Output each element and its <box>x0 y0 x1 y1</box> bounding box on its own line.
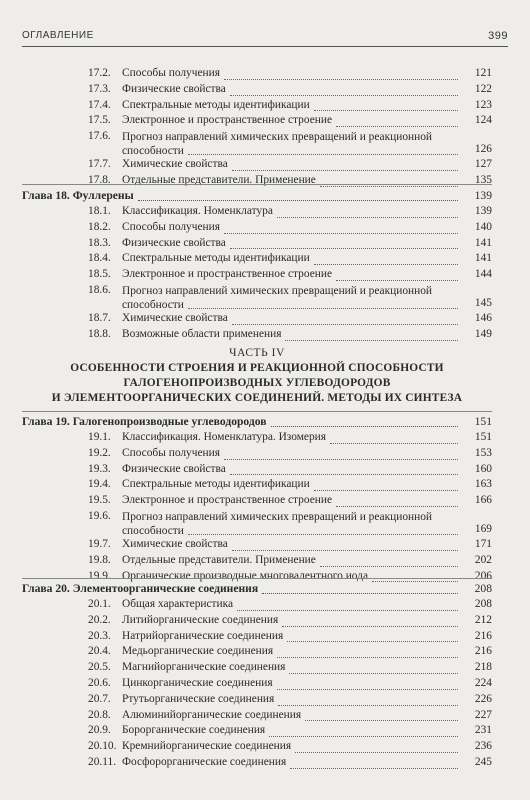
running-header <box>22 30 508 47</box>
entry-number: 19.1. <box>88 431 111 443</box>
entry-title: Электронное и пространственное строение <box>122 494 332 507</box>
entry-title: Электронное и пространственное строение <box>122 268 332 281</box>
toc-entry <box>22 236 492 252</box>
entry-page: 171 <box>474 537 492 550</box>
entry-page: 169 <box>474 522 492 535</box>
entry-page: 141 <box>474 236 492 249</box>
toc-entry <box>22 157 492 173</box>
dot-leader <box>269 736 458 737</box>
entry-title: Классификация. Номенклатура <box>122 205 273 217</box>
entry-page: 160 <box>474 462 492 475</box>
dot-leader <box>232 550 458 551</box>
entry-title: Электронное и пространственное строение <box>122 114 332 127</box>
entry-page: 212 <box>474 613 492 626</box>
entry-title: Медьорганические соединения <box>122 645 274 658</box>
chapter-heading <box>22 414 492 430</box>
entry-number: 19.9. <box>88 569 111 582</box>
entry-title: Натрийорганические соединения <box>122 629 284 642</box>
entry-page: 145 <box>474 296 492 309</box>
entry-title: Возможные области применения <box>122 327 282 340</box>
dot-leader <box>232 324 458 325</box>
part-title-line-2: ГАЛОГЕНОПРОИЗВОДНЫХ УГЛЕВОДОРОДОВ <box>123 377 391 389</box>
toc-entry <box>22 692 492 708</box>
entry-number: 18.2. <box>88 220 111 233</box>
entry-number: 17.6. <box>88 130 111 143</box>
separator <box>22 411 492 412</box>
chapter-title: Глава 19. Галогенопроизводные углеводородов <box>22 415 267 428</box>
dot-leader <box>188 154 458 155</box>
entry-number: 18.8. <box>88 327 111 340</box>
entry-title: Физические свойства <box>122 462 226 475</box>
toc-entry <box>22 98 492 114</box>
entry-title: Фосфорорганические соединения <box>122 755 287 768</box>
entry-title: Общая характеристика <box>122 598 234 610</box>
toc-entry <box>22 629 492 645</box>
entry-number: 20.2. <box>88 613 111 626</box>
toc-entry <box>22 493 492 509</box>
entry-title: Способы получения <box>122 67 220 79</box>
toc-entry <box>22 129 492 157</box>
entry-title: Прогноз направлений химических превращений и реакционной способности <box>122 131 432 158</box>
part-heading <box>22 346 492 406</box>
dot-leader <box>237 610 458 611</box>
entry-page: 153 <box>474 446 492 459</box>
entry-title: Классификация. Номенклатура. Изомерия <box>122 431 327 443</box>
dot-leader <box>138 200 458 201</box>
entry-title: Способы получения <box>122 220 220 233</box>
toc-entry <box>22 509 492 537</box>
entry-number: 19.4. <box>88 478 111 491</box>
entry-page: 166 <box>474 494 492 507</box>
entry-title: Спектральные методы идентификации <box>122 252 310 265</box>
entry-number: 18.7. <box>88 311 111 324</box>
entry-page: 122 <box>474 82 492 95</box>
entry-title: Органические производные многовалентного иода <box>122 569 369 582</box>
dot-leader <box>336 126 458 127</box>
entry-number: 17.4. <box>88 98 111 111</box>
entry-title: Физические свойства <box>122 236 226 249</box>
entry-page: 149 <box>474 327 492 340</box>
entry-page: 151 <box>474 431 492 443</box>
dot-leader <box>224 459 458 460</box>
chapter-heading <box>22 581 492 597</box>
entry-number: 20.9. <box>88 724 111 737</box>
header-title: ОГЛАВЛЕНИЕ <box>22 30 94 41</box>
dot-leader <box>314 110 458 111</box>
entry-page: 227 <box>474 708 492 721</box>
entry-page: 126 <box>474 143 492 156</box>
toc-entry <box>22 477 492 493</box>
chapter-page: 151 <box>474 415 492 428</box>
part-title-line-3: И ЭЛЕМЕНТООРГАНИЧЕСКИХ СОЕДИНЕНИЙ. МЕТОДЫ ИХ СИНТЕЗА <box>51 392 463 404</box>
header-page-number: 399 <box>488 30 508 42</box>
entry-title: Химические свойства <box>122 311 228 324</box>
separator <box>22 578 492 579</box>
toc-entry <box>22 676 492 692</box>
entry-number: 19.5. <box>88 494 111 507</box>
entry-title: Кремнийорганические соединения <box>122 740 292 753</box>
entry-page: 123 <box>474 98 492 111</box>
entry-title: Химические свойства <box>122 158 228 171</box>
toc-entry <box>22 283 492 311</box>
entry-number: 20.8. <box>88 708 111 721</box>
toc-entry <box>22 553 492 569</box>
dot-leader <box>188 534 458 535</box>
dot-leader <box>320 186 458 187</box>
dot-leader <box>289 673 458 674</box>
toc-entry <box>22 613 492 629</box>
dot-leader <box>277 689 458 690</box>
entry-page: 202 <box>474 553 492 566</box>
dot-leader <box>314 490 458 491</box>
toc-entry <box>22 537 492 553</box>
entry-page: 224 <box>474 676 492 689</box>
toc-entry <box>22 597 492 613</box>
dot-leader <box>336 280 458 281</box>
entry-number: 20.3. <box>88 629 111 642</box>
dot-leader <box>224 79 458 80</box>
entry-page: 206 <box>474 569 492 582</box>
entry-number: 18.3. <box>88 236 111 249</box>
entry-title: Алюминийорганические соединения <box>122 708 302 721</box>
entry-page: 141 <box>474 252 492 265</box>
entry-title: Цинкорганические соединения <box>122 676 273 689</box>
entry-number: 19.7. <box>88 537 111 550</box>
entry-title: Отдельные представители. Применение <box>122 553 316 566</box>
dot-leader <box>290 768 458 769</box>
entry-number: 17.7. <box>88 158 111 171</box>
dot-leader <box>320 566 458 567</box>
toc-entry <box>22 267 492 283</box>
toc-entry <box>22 755 492 771</box>
entry-number: 19.6. <box>88 509 111 522</box>
toc-entry <box>22 66 492 82</box>
entry-number: 20.10. <box>88 740 117 753</box>
dot-leader <box>232 170 458 171</box>
toc-entry <box>22 660 492 676</box>
chapter-page: 208 <box>474 582 492 595</box>
entry-number: 18.1. <box>88 205 111 217</box>
entry-page: 124 <box>474 114 492 127</box>
dot-leader <box>330 443 458 444</box>
dot-leader <box>230 474 458 475</box>
entry-page: 216 <box>474 629 492 642</box>
entry-number: 20.1. <box>88 598 111 610</box>
entry-page: 140 <box>474 220 492 233</box>
chapter-title: Глава 20. Элементоорганические соединения <box>22 582 259 595</box>
entry-page: 208 <box>474 598 492 610</box>
entry-title: Магнийорганические соединения <box>122 661 286 674</box>
part-label: ЧАСТЬ IV <box>229 347 285 359</box>
toc-entry <box>22 446 492 462</box>
entry-title: Прогноз направлений химических превращений и реакционной способности <box>122 284 432 311</box>
entry-title: Химические свойства <box>122 537 228 550</box>
entry-page: 231 <box>474 724 492 737</box>
entry-number: 20.6. <box>88 676 111 689</box>
toc-entry <box>22 251 492 267</box>
entry-title: Прогноз направлений химических превращений и реакционной способности <box>122 510 432 537</box>
entry-page: 146 <box>474 311 492 324</box>
dot-leader <box>188 308 458 309</box>
chapter-title: Глава 18. Фуллерены <box>22 189 134 202</box>
dot-leader <box>285 340 458 341</box>
entry-page: 163 <box>474 478 492 491</box>
toc-chapter-18 <box>22 188 492 343</box>
toc-section-ch17 <box>22 66 492 189</box>
entry-number: 18.6. <box>88 283 111 296</box>
toc-entry <box>22 204 492 220</box>
entry-number: 19.2. <box>88 446 111 459</box>
entry-number: 20.5. <box>88 661 111 674</box>
dot-leader <box>314 264 458 265</box>
entry-number: 20.11. <box>88 755 117 768</box>
separator <box>22 184 492 185</box>
dot-leader <box>277 217 458 218</box>
dot-leader <box>277 657 458 658</box>
entry-title: Отдельные представители. Применение <box>122 173 316 186</box>
chapter-page: 139 <box>474 189 492 202</box>
entry-number: 20.7. <box>88 692 111 705</box>
toc-chapter-20 <box>22 581 492 771</box>
entry-title: Физические свойства <box>122 82 226 95</box>
dot-leader <box>336 506 458 507</box>
toc-entry <box>22 327 492 343</box>
dot-leader <box>305 720 458 721</box>
entry-page: 127 <box>474 158 492 171</box>
dot-leader <box>224 233 458 234</box>
chapter-heading <box>22 188 492 204</box>
dot-leader <box>230 95 458 96</box>
toc-entry <box>22 462 492 478</box>
entry-page: 245 <box>474 755 492 768</box>
toc-entry <box>22 173 492 189</box>
entry-page: 226 <box>474 692 492 705</box>
toc-entry <box>22 311 492 327</box>
toc-entry <box>22 644 492 660</box>
entry-number: 17.5. <box>88 114 111 127</box>
entry-title: Спектральные методы идентификации <box>122 98 310 111</box>
entry-number: 17.8. <box>88 173 111 186</box>
entry-title: Борорганические соединения <box>122 724 266 737</box>
part-title-line-1: ОСОБЕННОСТИ СТРОЕНИЯ И РЕАКЦИОННОЙ СПОСОБНОСТИ <box>70 362 444 374</box>
entry-page: 218 <box>474 661 492 674</box>
toc-entry <box>22 82 492 98</box>
entry-page: 135 <box>474 173 492 186</box>
entry-number: 20.4. <box>88 645 111 658</box>
toc-entry <box>22 723 492 739</box>
entry-page: 144 <box>474 268 492 281</box>
entry-title: Ртутьорганические соединения <box>122 692 275 705</box>
dot-leader <box>287 641 458 642</box>
dot-leader <box>278 705 458 706</box>
toc-chapter-19 <box>22 414 492 584</box>
entry-page: 139 <box>474 205 492 217</box>
entry-number: 17.2. <box>88 67 111 79</box>
dot-leader <box>282 626 458 627</box>
toc-entry <box>22 739 492 755</box>
dot-leader <box>230 248 458 249</box>
entry-number: 19.8. <box>88 553 111 566</box>
entry-title: Литийорганические соединения <box>122 613 279 626</box>
entry-number: 19.3. <box>88 462 111 475</box>
toc-entry <box>22 220 492 236</box>
entry-number: 18.4. <box>88 252 111 265</box>
entry-number: 17.3. <box>88 82 111 95</box>
dot-leader <box>262 593 458 594</box>
dot-leader <box>295 752 458 753</box>
entry-page: 216 <box>474 645 492 658</box>
toc-entry <box>22 430 492 446</box>
entry-title: Спектральные методы идентификации <box>122 478 310 491</box>
toc-entry <box>22 113 492 129</box>
toc-entry <box>22 708 492 724</box>
entry-number: 18.5. <box>88 268 111 281</box>
entry-page: 236 <box>474 740 492 753</box>
entry-title: Способы получения <box>122 446 220 459</box>
entry-page: 121 <box>474 67 492 79</box>
dot-leader <box>271 426 458 427</box>
